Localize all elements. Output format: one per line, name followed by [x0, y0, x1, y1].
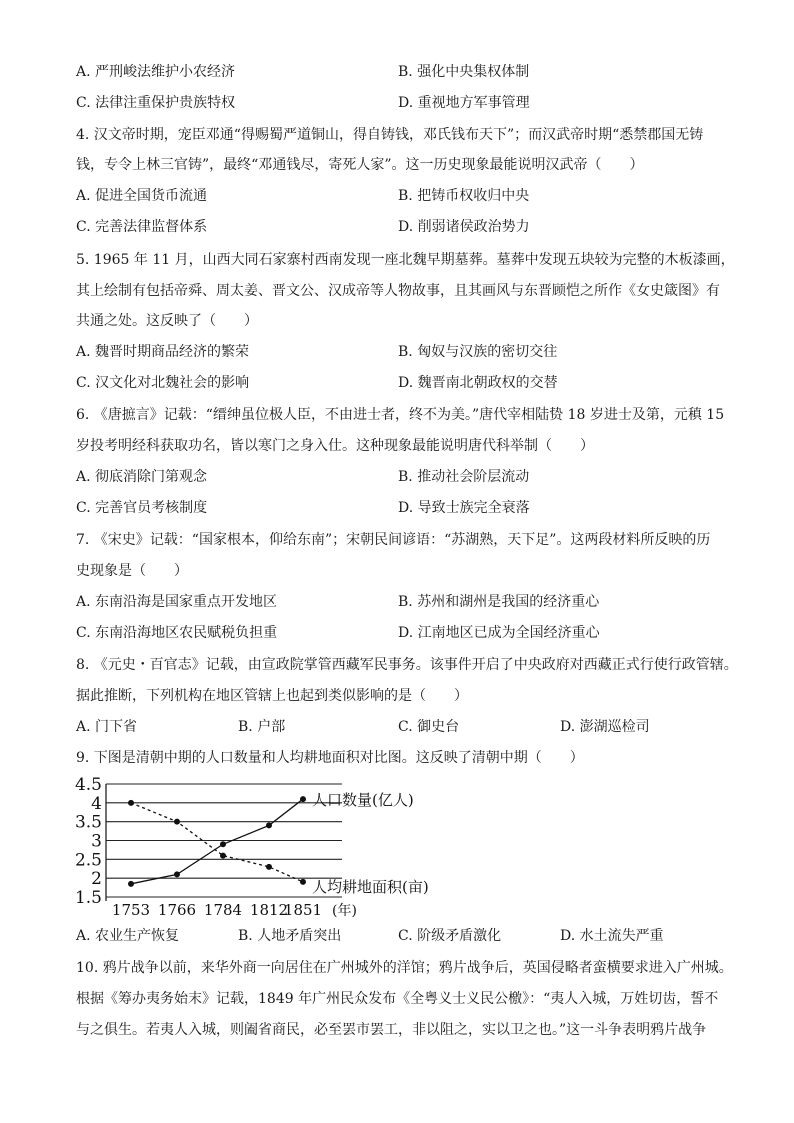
q6-option-d: D. 导致士族完全衰落 — [398, 500, 530, 516]
q10-stem-line1: 10. 鸦片战争以前，来华外商一向居住在广州城外的洋馆；鸦片战争后，英国侵略者蛮横要求进入广州城。 — [76, 960, 733, 976]
q10-stem-line3: 与之俱生。若夷人入城，则阖省商民，必至罢市罢工，非以阻之，实以卫之也。”这一斗争表明鸦片战争 — [76, 1022, 707, 1038]
q8-option-d: D. 澎湖巡检司 — [560, 719, 650, 735]
q7-stem-line2: 史现象是（ ） — [76, 563, 188, 579]
q7-option-b: B. 苏州和湖州是我国的经济重心 — [398, 594, 600, 610]
data-point — [266, 822, 272, 828]
series-label: 人均耕地面积(亩) — [312, 877, 429, 896]
y-tick-label: 3 — [91, 831, 102, 852]
q7-option-d: D. 江南地区已成为全国经济重心 — [398, 625, 600, 641]
q6-option-a: A. 彻底消除门第观念 — [76, 469, 208, 485]
q8-option-a: A. 门下省 — [76, 719, 138, 735]
series-line — [131, 803, 303, 882]
q5-stem-line2: 其上绘制有包括帝舜、周太姜、晋文公、汉成帝等人物故事，且其画风与东晋顾恺之所作《女史箴图》有 — [76, 283, 720, 299]
series-label: 人口数量(亿人) — [312, 791, 414, 810]
data-point — [300, 879, 306, 885]
q6-option-c: C. 完善官员考核制度 — [76, 500, 208, 516]
x-tick-label: 1784 — [203, 901, 243, 919]
y-tick-label: 3.5 — [74, 812, 102, 833]
y-tick-label: 1.5 — [74, 888, 102, 908]
q4-option-a: A. 促进全国货币流通 — [76, 188, 208, 204]
q10-stem-line2: 根据《筹办夷务始末》记载，1849 年广州民众发布《全粤义士义民公檄》：“夷人入城，万姓切齿，誓不 — [76, 991, 719, 1007]
data-point — [266, 864, 272, 870]
q6-stem-line1: 6. 《唐摭言》记载：“缙绅虽位极人臣，不由进士者，终不为美。”唐代宰相陆贽 18 岁进士及第，元稹 15 — [76, 407, 725, 423]
x-tick-label: 1812 — [249, 901, 289, 919]
y-tick-label: 4.5 — [74, 775, 102, 795]
q3-option-d: D. 重视地方军事管理 — [398, 95, 530, 111]
data-point — [128, 881, 134, 887]
q8-option-b: B. 户部 — [238, 719, 286, 735]
y-tick-label: 4 — [91, 793, 102, 814]
x-tick-label: 1851 — [283, 901, 323, 919]
q8-option-c: C. 御史台 — [398, 719, 460, 735]
q7-option-c: C. 东南沿海地区农民赋税负担重 — [76, 625, 278, 641]
q3-option-b: B. 强化中央集权体制 — [398, 64, 530, 80]
q5-stem-line3: 共通之处。这反映了（ ） — [76, 313, 258, 329]
q5-option-b: B. 匈奴与汉族的密切交往 — [398, 344, 558, 360]
data-point — [128, 800, 134, 806]
y-tick-label: 2.5 — [74, 850, 102, 871]
q5-stem-line1: 5. 1965 年 11 月，山西大同石家寨村西南发现一座北魏早期墓葬。墓葬中发现五块较为完整的木板漆画， — [76, 252, 735, 268]
q8-stem-line2: 据此推断，下列机构在地区管辖上也起到类似影响的是（ ） — [76, 688, 468, 704]
q7-option-a: A. 东南沿海是国家重点开发地区 — [76, 594, 278, 610]
q5-option-a: A. 魏晋时期商品经济的繁荣 — [76, 344, 250, 360]
q9-option-b: B. 人地矛盾突出 — [238, 928, 342, 944]
q5-option-d: D. 魏晋南北朝政权的交替 — [398, 375, 558, 391]
data-point — [174, 819, 180, 825]
q6-option-b: B. 推动社会阶层流动 — [398, 469, 530, 485]
q9-option-a: A. 农业生产恢复 — [76, 928, 180, 944]
q4-stem-line1: 4. 汉文帝时期，宠臣邓通“得赐蜀严道铜山，得自铸钱，邓氏钱布天下”；而汉武帝时期“悉禁郡国无铸 — [76, 127, 704, 143]
data-point — [220, 853, 226, 859]
q4-option-c: C. 完善法律监督体系 — [76, 219, 208, 235]
q9-stem-line1: 9. 下图是清朝中期的人口数量和人均耕地面积对比图。这反映了清朝中期（ ） — [76, 750, 584, 766]
x-tick-label: 1753 — [111, 901, 151, 919]
y-tick-label: 2 — [91, 869, 102, 890]
q5-option-c: C. 汉文化对北魏社会的影响 — [76, 375, 250, 391]
population-farmland-chart — [70, 772, 450, 920]
q9-option-c: C. 阶级矛盾激化 — [398, 928, 502, 944]
x-tick-label: 1766 — [157, 901, 197, 919]
data-point — [300, 796, 306, 802]
q6-stem-line2: 岁投考明经科获取功名，皆以寒门之身入仕。这种现象最能说明唐代科举制（ ） — [76, 438, 594, 454]
q9-option-d: D. 水土流失严重 — [560, 928, 664, 944]
q8-stem-line1: 8. 《元史・百官志》记载，由宣政院掌管西藏军民事务。该事件开启了中央政府对西藏正式行使行政管辖。 — [76, 657, 738, 673]
q7-stem-line1: 7. 《宋史》记载：“国家根本，仰给东南”；宋朝民间谚语：“苏湖熟，天下足”。这两段材料所反映的历 — [76, 532, 711, 548]
data-point — [174, 871, 180, 877]
q4-option-b: B. 把铸币权收归中央 — [398, 188, 530, 204]
q3-option-a: A. 严刑峻法维护小农经济 — [76, 64, 236, 80]
q4-option-d: D. 削弱诸侯政治势力 — [398, 219, 530, 235]
data-point — [220, 841, 226, 847]
x-axis-suffix: (年) — [332, 903, 357, 919]
q3-option-c: C. 法律注重保护贵族特权 — [76, 95, 236, 111]
q4-stem-line2: 钱，专令上林三官铸”，最终“邓通钱尽，寄死人家”。这一历史现象最能说明汉武帝（ ） — [76, 157, 644, 173]
